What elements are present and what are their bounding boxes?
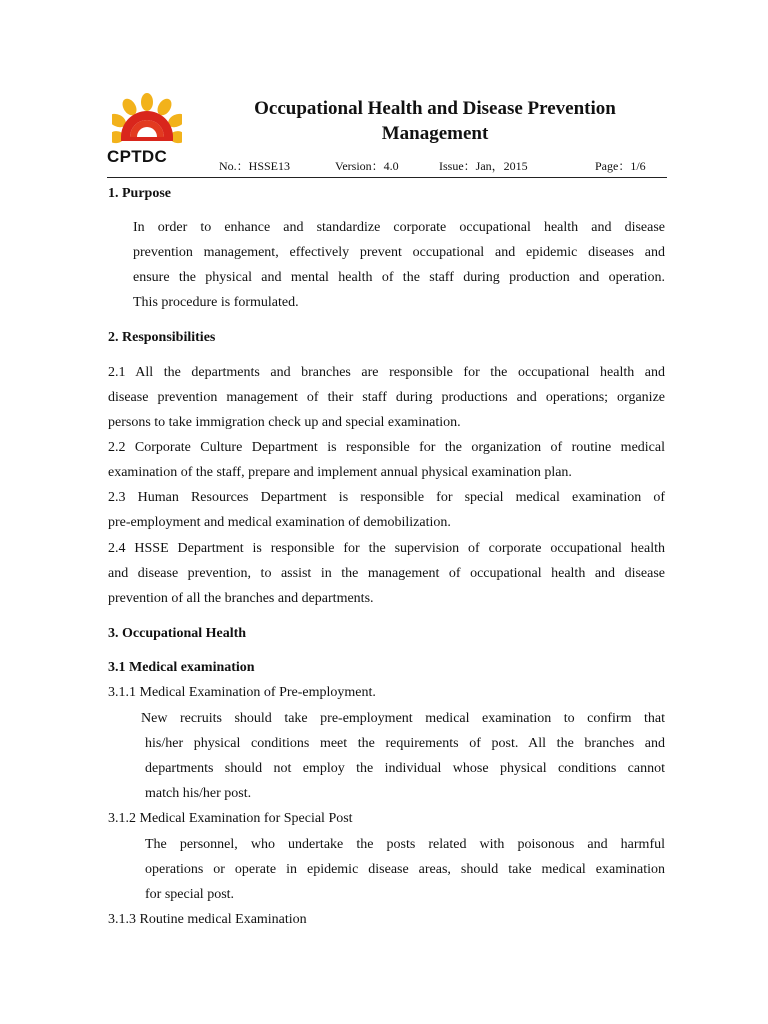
paragraph-line: operations or operate in epidemic disease areas, should take medical examination (145, 862, 665, 877)
paragraph-line: examination of the staff, prepare and implement annual physical examination plan. (108, 465, 572, 480)
paragraph-line: ensure the physical and mental health of the staff during production and operation. (133, 270, 665, 285)
subsection-3-1-2-title: 3.1.2 Medical Examination for Special Post (108, 811, 353, 826)
paragraph-line: prevention management, effectively prevent occupational and epidemic diseases and (133, 245, 665, 260)
subsection-3-1-3-title: 3.1.3 Routine medical Examination (108, 912, 307, 927)
paragraph-line: match his/her post. (145, 786, 252, 801)
paragraph-line: pre-employment and medical examination of demobilization. (108, 515, 451, 530)
title-line-2: Management (381, 123, 489, 144)
section-1-heading: 1. Purpose (108, 186, 171, 201)
paragraph-line: for special post. (145, 887, 235, 902)
subsection-3-1-1-title: 3.1.1 Medical Examination of Pre-employment. (108, 685, 376, 700)
cptdc-logo (107, 92, 187, 170)
section-2-heading: 2. Responsibilities (108, 330, 216, 345)
paragraph-line: his/her physical conditions meet the requirements of post. All the branches and (145, 736, 665, 751)
paragraph-line: 2.2 Corporate Culture Department is responsible for the organization of routine medical (108, 440, 665, 455)
paragraph-line: departments should not employ the individual whose physical conditions cannot (145, 761, 665, 776)
doc-number: No.：HSSE13 (219, 159, 291, 173)
paragraph-line: This procedure is formulated. (133, 295, 299, 310)
paragraph-line: 2.3 Human Resources Department is responsible for special medical examination of (108, 490, 665, 505)
paragraph-line: prevention of all the branches and departments. (108, 591, 374, 606)
section-3-heading: 3. Occupational Health (108, 626, 247, 641)
paragraph-line: disease prevention management of their staff during productions and operations; organize (108, 390, 665, 405)
paragraph-line: 2.1 All the departments and branches are responsible for the occupational health and (108, 365, 665, 380)
paragraph-line: and disease prevention, to assist in the management of occupational health and disease (108, 566, 665, 581)
title-line-1: Occupational Health and Disease Prevention (254, 98, 616, 119)
paragraph-line: New recruits should take pre-employment medical examination to confirm that (141, 711, 665, 726)
paragraph-line: The personnel, who undertake the posts related with poisonous and harmful (145, 837, 665, 852)
doc-page-number: Page：1/6 (595, 159, 646, 173)
paragraph-line: In order to enhance and standardize corporate occupational health and disease (133, 220, 665, 235)
doc-issue-date: Issue：Jan，2015 (439, 159, 528, 173)
doc-version: Version：4.0 (335, 159, 399, 173)
subsection-3-1-heading: 3.1 Medical examination (108, 660, 255, 675)
cptdc-shell-emblem-icon (112, 92, 182, 144)
paragraph-line: persons to take immigration check up and special examination. (108, 415, 461, 430)
header-divider (107, 177, 667, 178)
logo-wordmark: CPTDC (107, 147, 168, 166)
paragraph-line: 2.4 HSSE Department is responsible for the supervision of corporate occupational health (108, 541, 665, 556)
document-title (200, 96, 670, 146)
